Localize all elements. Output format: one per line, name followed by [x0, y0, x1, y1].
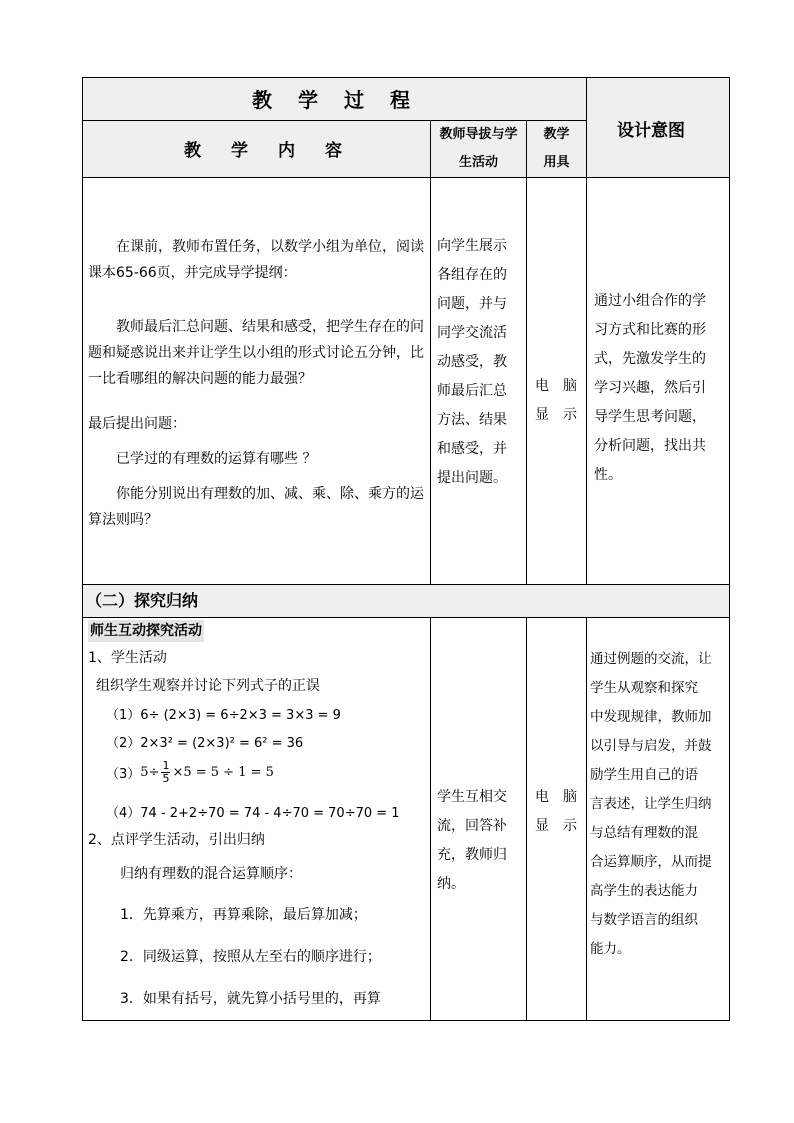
section2-tools	[535, 783, 585, 841]
section2-design-line: 言表述，让学生归纳	[590, 796, 712, 812]
section2-rule3: 3．如果有括号，就先算小括号里的，再算	[120, 991, 381, 1007]
row-divider-section2-title	[82, 617, 730, 618]
section2-tools-line: 显 示	[535, 818, 577, 834]
section2-design-line: 通过例题的交流，让	[590, 651, 712, 667]
formula-3-fraction	[161, 760, 170, 785]
section2-design-line: 高学生的表达能力	[590, 883, 698, 899]
section2-guide-line: 流，回答补	[437, 818, 507, 834]
section1-design-line: 学习兴趣，然后引	[594, 380, 706, 396]
section1-p5: 你能分别说出有理数的加、减、乘、除、乘方的运算法则吗？	[88, 486, 424, 528]
guide-title-line1: 教师导拔与学	[439, 127, 518, 142]
section2-guide	[437, 783, 527, 899]
section2-design-line: 学生从观察和探究	[590, 680, 698, 696]
col-divider-guide	[430, 120, 431, 584]
section1-design	[594, 287, 728, 490]
formula-2: （2）2×3² = (2×3)² = 6² = 36	[106, 736, 304, 751]
section1-p1: 在课前，教师布置任务，以数学小组为单位，阅读课本65-66页，并完成导学提纲：	[88, 239, 424, 281]
tools-title-line2: 用具	[543, 155, 570, 170]
formula-3	[106, 760, 274, 785]
section1-tools-line: 显 示	[535, 407, 577, 423]
section1-guide-line: 和感受，并	[437, 441, 507, 457]
section1-design-line: 性。	[594, 467, 622, 483]
process-title: 教学过程	[252, 88, 436, 112]
section1-guide-line: 提出问题。	[437, 470, 507, 486]
section2-design-line: 中发现规律，教师加	[590, 709, 712, 725]
formula-3-numerator: 1	[162, 759, 170, 772]
section1-guide-line: 方法、结果	[437, 412, 507, 428]
tools-title-line1: 教学	[543, 127, 570, 142]
section1-guide-line: 向学生展示	[437, 238, 507, 254]
section2-design-line: 以引导与启发，并鼓	[590, 738, 712, 754]
formula-1: （1）6÷ (2×3) = 6÷2×3 = 3×3 = 9	[106, 708, 341, 723]
design-title: 设计意图	[617, 121, 685, 141]
section2-design-line: 励学生用自己的语	[590, 767, 698, 783]
section2-rule2: 2．同级运算，按照从左至右的顺序进行；	[120, 949, 381, 965]
col-divider-guide-2	[430, 617, 431, 1021]
section1-guide-line: 动感受，教	[437, 354, 507, 370]
section1-content	[88, 234, 426, 533]
row-divider-header	[82, 177, 730, 178]
section2-design	[590, 645, 728, 964]
tools-title	[527, 121, 586, 177]
section2-guide-line: 充，教师归	[437, 847, 507, 863]
col-divider-design	[586, 77, 587, 584]
guide-title	[431, 121, 526, 177]
section1-guide-line: 师最后汇总	[437, 383, 507, 399]
section1-guide-line: 各组存在的	[437, 267, 507, 283]
section1-p3: 最后提出问题：	[88, 416, 186, 432]
section2-subtitle: 师生互动探究活动	[88, 620, 204, 642]
section2-guide-line: 纳。	[437, 876, 465, 892]
section1-design-line: 导学生思考问题，	[594, 409, 706, 425]
section1-design-line: 分析问题，找出共	[594, 438, 706, 454]
section1-design-line: 通过小组合作的学	[594, 293, 706, 309]
section2-design-line: 合运算顺序，从而提	[590, 854, 712, 870]
formula-3-prefix: （3）	[106, 767, 141, 782]
section2-design-line: 与数学语言的组织	[590, 912, 698, 928]
section1-design-line: 式，先激发学生的	[594, 351, 706, 367]
section1-guide-line: 同学交流活	[437, 325, 507, 341]
section2-rule1: 1．先算乘方，再算乘除，最后算加减；	[120, 907, 367, 923]
section2-design-line: 能力。	[590, 941, 631, 957]
section2-intro: 组织学生观察并讨论下列式子的正误	[96, 678, 320, 694]
section2-design-line: 与总结有理数的混	[590, 825, 698, 841]
section1-p2: 教师最后汇总问题、结果和感受，把学生存在的问题和疑惑说出来并让学生以小组的形式讨论五分钟，比一比看哪组的解决问题的能力最强？	[88, 319, 424, 387]
section1-tools	[535, 372, 585, 430]
section1-p4: 已学过的有理数的运算有哪些 ？	[116, 451, 317, 467]
formula-3-part-a: 5÷	[140, 765, 160, 780]
section2-title: （二）探究归纳	[86, 591, 199, 610]
formula-3-denominator: 5	[162, 772, 170, 785]
guide-title-line2: 生活动	[458, 155, 498, 170]
section2-item1: 1、学生活动	[88, 650, 167, 666]
formula-3-part-b: ×5 = 5 ÷ 1 = 5	[172, 765, 274, 780]
section1-guide	[437, 232, 527, 493]
col-divider-design-2	[586, 617, 587, 1021]
section2-summary: 归纳有理数的混合运算顺序：	[120, 866, 302, 882]
formula-4: （4）74 - 2+2÷70 = 74 - 4÷70 = 70÷70 = 1	[106, 806, 400, 821]
row-divider-section2	[82, 584, 730, 585]
section1-guide-line: 问题，并与	[437, 296, 507, 312]
section2-tools-line: 电 脑	[535, 789, 577, 805]
section1-tools-line: 电 脑	[535, 378, 577, 394]
content-title: 教学内容	[184, 141, 372, 161]
section1-design-line: 习方式和比赛的形	[594, 322, 706, 338]
section2-guide-line: 学生互相交	[437, 789, 507, 805]
section2-item2: 2、点评学生活动，引出归纳	[88, 832, 265, 848]
